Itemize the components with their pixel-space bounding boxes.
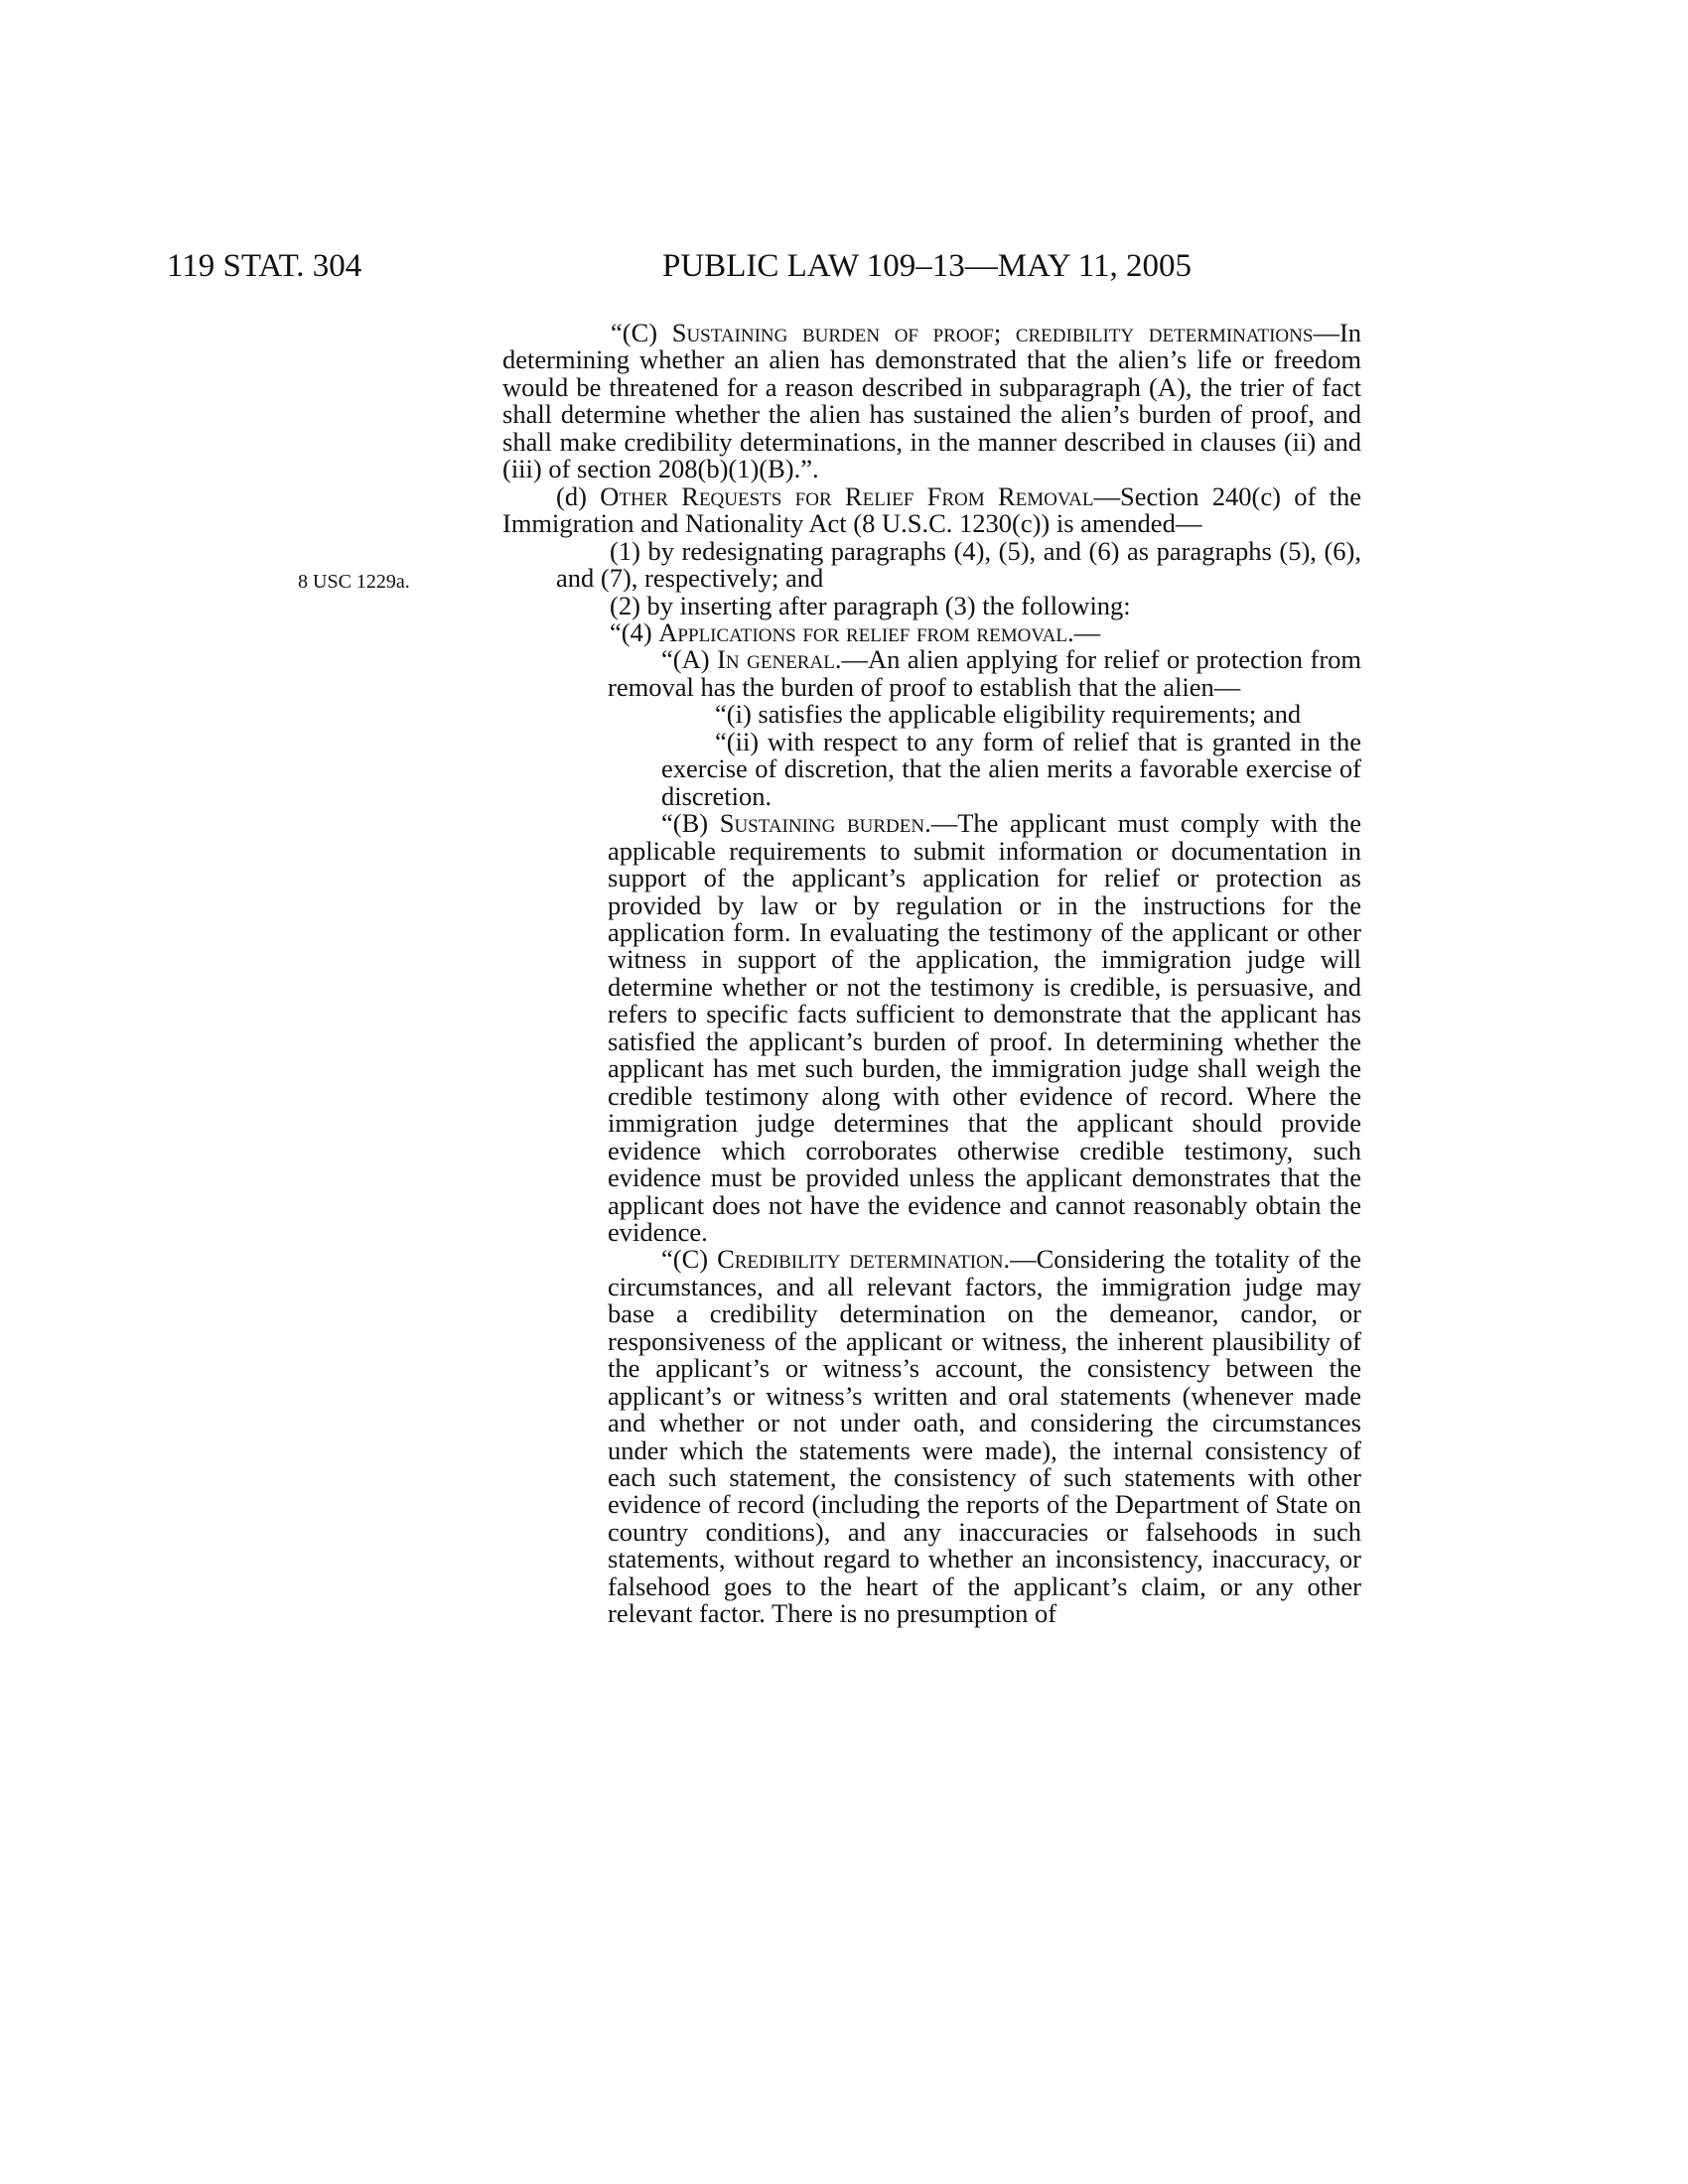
page-header <box>0 246 1688 286</box>
amendment-item-2: (2) by inserting after paragraph (3) the following: <box>610 590 1131 620</box>
amendment-item-1: (1) by redesignating paragraphs (4), (5), and (6) as paragraphs (5), (6), and (7), respectively; and <box>556 535 1361 594</box>
subparagraph-b-heading: Sustaining burden <box>719 808 925 839</box>
paragraph-4-title: Applications for relief from removal <box>658 616 1067 647</box>
subsection-d <box>502 480 1361 539</box>
stat-reference: 119 STAT. 304 <box>167 248 362 284</box>
subparagraph-c-text: —In determining whether an alien has demonstrated that the alien’s life or freedom would be threatened for a reason described in subparagraph (A), the trier of fact shall determine whether the alien has sustained the alien’s burden of proof, and shall make credibility determinations, in the manner described in clauses (ii) and (iii) of section 208(b)(1)(B).”. <box>502 318 1362 484</box>
statute-text <box>502 320 1361 1628</box>
subparagraph-b-text: .—The applicant must comply with the applicable requirements to submit information or documentation in support of the applicant’s application for relief or protection as provided by law or by regulation or in the instructions for the application form. In evaluating the testimony of the applicant or other witness in support of the application, the immigration judge will determine whether or not the testimony is credible, is persuasive, and refers to specific facts sufficient to demonstrate that the applicant has satisfied the applicant’s burden of proof. In determining whether the applicant has met such burden, the immigration judge shall weigh the credible testimony along with other evidence of record. Where the immigration judge determines that the applicant should provide evidence which corroborates otherwise credible testimony, such evidence must be provided unless the applicant demonstrates that the applicant does not have the evidence and cannot reasonably obtain the evidence. <box>608 808 1362 1247</box>
subparagraph-c-heading: Sustaining burden of proof; credibility determinations <box>671 318 1314 347</box>
paragraph-4-open: “(4) <box>610 616 652 647</box>
margin-citation: 8 USC 1229a. <box>298 571 410 593</box>
subparagraph-c-open: “(C) <box>611 318 658 347</box>
subsection-d-heading: Other Requests for Relief From Removal <box>600 480 1094 511</box>
subparagraph-c-credibility <box>502 1246 1361 1627</box>
subparagraph-a-text: .—An alien applying for relief or protection from removal has the burden of proof to establish that the alien— <box>608 644 1362 702</box>
paragraph-4-heading <box>502 616 1361 647</box>
subparagraph-b <box>502 810 1361 1246</box>
subparagraph-a-heading: In general <box>717 644 835 675</box>
paragraph-4-dash: .— <box>1066 616 1101 647</box>
clause-i: “(i) satisfies the applicable eligibility requirements; and <box>715 699 1302 730</box>
subparagraph-a-open: “(A) <box>661 644 710 675</box>
subparagraph-c2-heading: Credibility determination <box>717 1244 1004 1275</box>
subparagraph-a <box>502 646 1361 701</box>
subparagraph-c2-open: “(C) <box>661 1244 709 1275</box>
clause-ii: “(ii) with respect to any form of relief that is granted in the exercise of discretion, that the alien merits a favorable exercise of discretion. <box>661 726 1361 811</box>
subparagraph-c-burden-of-proof <box>502 320 1361 483</box>
subsection-d-open: (d) <box>556 480 587 511</box>
subparagraph-c2-text: .—Considering the totality of the circumstances, and all relevant factors, the immigration judge may base a credibility determination on the demeanor, candor, or responsiveness of the applicant or witness, the inherent plausibility of the applicant’s or witness’s account, the consistency between the applicant’s or witness’s written and oral statements (whenever made and whether or not under oath, and considering the circumstances under which the statements were made), the internal consistency of each such statement, the consistency of such statements with other evidence of record (including the reports of the Department of State on country conditions), and any inaccuracies or falsehoods in such statements, without regard to whether an inconsistency, inaccuracy, or falsehood goes to the heart of the applicant’s claim, or any other relevant factor. There is no presumption of <box>608 1244 1361 1629</box>
subparagraph-b-open: “(B) <box>661 808 709 839</box>
law-title: PUBLIC LAW 109–13—MAY 11, 2005 <box>662 248 1193 284</box>
subsection-d-text: —Section 240(c) of the Immigration and Nationality Act (8 U.S.C. 1230(c)) is amended— <box>502 480 1361 539</box>
